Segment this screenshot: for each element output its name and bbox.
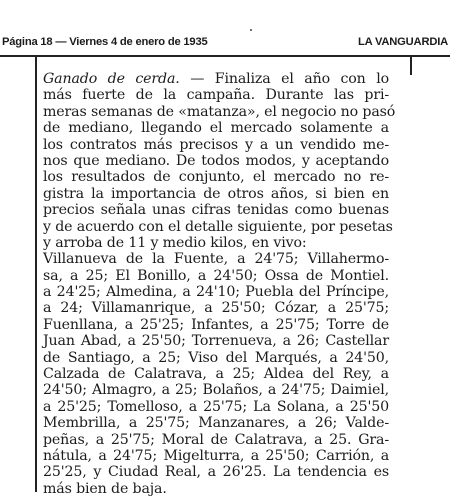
article-line: Fuenllana, a 25'25; Infantes, a 25'75; Torre de <box>43 316 389 333</box>
article-line <box>43 71 389 87</box>
article-line: sa, a 25; El Bonillo, a 24'50; Ossa de Montiel. <box>43 267 389 284</box>
page-header <box>0 35 450 51</box>
article-line: 25'25, y Ciudad Real, a 26'25. La tendencia es <box>43 464 389 481</box>
article-line: a 25'25; Tomelloso, a 25'75; La Solana, a 25'50 <box>43 398 389 415</box>
header-rule <box>0 55 450 57</box>
article-line: meras semanas de «matanza», el negocio no pasó <box>43 103 396 120</box>
article-line: 24'50; Almagro, a 25; Bolaños, a 24'75; Daimiel, <box>43 382 389 399</box>
article-line: más bien de baja. <box>43 480 167 497</box>
article-line: de mediano, llegando el mercado solamente a <box>43 120 389 137</box>
article-line: precios señala unas cifras tenidas como buenas <box>43 202 389 219</box>
article-body <box>43 71 396 497</box>
article-line: nátula, a 24'75; Migelturra, a 25'50; Carrión, a <box>43 447 389 464</box>
article-line: Calzada de Calatrava, a 25; Aldea del Rey, a <box>43 366 389 383</box>
column-rule-left <box>35 55 37 492</box>
article-line: Juan Abad, a 25'50; Torrenueva, a 26; Castellar <box>43 333 389 350</box>
print-speck <box>250 29 252 31</box>
article-line: y arroba de 11 y medio kilos, en vivo: <box>43 234 307 251</box>
newspaper-name: LA VANGUARDIA <box>357 36 448 48</box>
article-line: los contratos más precisos y a un vendido me- <box>43 136 389 153</box>
article-line-text: — Finaliza el año con lo <box>179 71 389 87</box>
article-line: gistra la importancia de otros años, si bien en <box>43 185 389 202</box>
article-line: peñas, a 25'75; Moral de Calatrava, a 25. Gra- <box>43 431 389 448</box>
article-line: a 24'25; Almedina, a 24'10; Puebla del Príncipe, <box>43 284 389 301</box>
article-line: Membrilla, a 25'75; Manzanares, a 26; Valde- <box>43 415 389 432</box>
article-line: y de acuerdo con el detalle siguiente, por pesetas <box>43 218 393 235</box>
article-lead: Ganado de cerda. <box>43 71 180 87</box>
article-line: los resultados de conjunto, el mercado no re- <box>43 169 389 186</box>
page-info: Página 18 — Viernes 4 de enero de 1935 <box>2 36 208 48</box>
column-rule-right <box>410 55 412 75</box>
article-line: Villanueva de la Fuente, a 24'75; Villahermo- <box>43 251 389 268</box>
article-line: de Santiago, a 25; Viso del Marqués, a 24'50, <box>43 349 389 366</box>
article-line: nos que mediano. De todos modos, y aceptando <box>43 152 389 169</box>
article-line: a 24; Villamanrique, a 25'50; Cózar, a 25'75; <box>43 300 389 317</box>
article-line: más fuerte de la campaña. Durante las pri- <box>43 87 389 104</box>
